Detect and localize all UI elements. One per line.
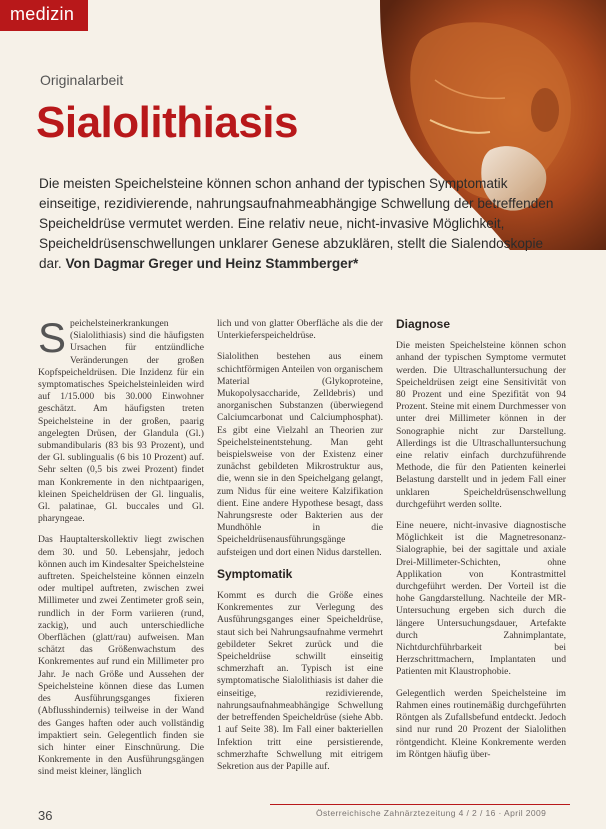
section-heading-diagnose: Diagnose [396, 317, 451, 331]
paragraph: Die meisten Speichelsteine können schon anhand der typischen Symptome vermutet werden. Die Ultraschalluntersuchung der Speicheldrüsen zeigt eine Sensitivität von 80 Prozent und eine Spezifität von 94 Prozent. Steine mit einem Durchmesser von unter drei Millimeter können in der Sonographie nicht zur Darstellung. Allerdings ist die Ultraschalluntersuchung eine relativ einfach durchzuführende Methode, die für den Patienten keinerlei Belastung darstellt und in jedem Fall einer unklaren Speicheldrüsenschwellung durchgeführt werden sollte. [396, 340, 566, 510]
article-type: Originalarbeit [40, 72, 124, 88]
paragraph: Eine neuere, nicht-invasive diagnostische Möglichkeit ist die Magnetresonanz-Sialographie, bei der sagittale und axiale Drei-Millimeter-Schichten, ohne Applikation von Kontrastmittel durchgeführt werden. Der Vorteil ist die hohe Gangdarstellung. Nachteile der MR-Untersuchung ergeben sich durch die längere Untersuchungsdauer, Artefakte durch Zahnimplantate, Nichtdurchführbarkeit bei Herzschrittmachern, Implantaten und Patienten mit Klaustrophobie. [396, 520, 566, 678]
paragraph: Das Hauptalterskollektiv liegt zwischen dem 30. und 50. Lebensjahr, jedoch können auch im Kindesalter Speichelsteine auftreten. Speichelsteine können einzeln oder multipel auftreten, zwischen zwei Millimeter und zwei Zentimeter groß sein, rundlich in der Form variieren (rund, zackig), und auch unterschiedliche Oberflächen (glatt/rau) aufweisen. Man schätzt das Größenwachstum des Konkrementes auf rund ein Millimeter pro Jahr. Je nach Größe und Aussehen der Speichelsteine können diese das Lumen des Ausführungsganges fixieren (Abflusshindernis) teilweise in der Wand des Ganges haften oder auch vollständig impaktiert sein. Gelegentlich finden sie sich hinter einer Einschnürung. Die Konkremente in den Ausführungsgängen sind meist kleiner, länglich [38, 534, 204, 778]
lead-paragraph [39, 174, 559, 274]
paragraph: Kommt es durch die Größe eines Konkrementes zur Verlegung des Ausführungsganges einer Speicheldrüse, staut sich bei Nahrungsaufnahme vermehrt gebildeter Sekret zurück und die Speicheldrüse schwillt einseitig schmerzhaft an. Typisch ist eine symptomatische Sialolithiasis ist daher die einseitige, rezidivierende, nahrungsaufnahmeabhängige Schwellung der betreffenden Speicheldrüse (siehe Abb. 1 auf Seite 38). Im Fall einer bakteriellen Infektion tritt eine persistierende, schmerzhafte Schwellung mit eitrigem Sekretion aus der Papille auf. [217, 590, 383, 772]
section-badge: medizin [0, 0, 88, 31]
paragraph: Sialolithen bestehen aus einem schichtförmigen Anteilen von organischem Material (Glykoproteine, Mukopolysaccharide, Zelldebris) und anorganischen Substanzen (überwiegend Calciumcarbonat und Calciumphosphat). Es gibt eine Vielzahl an Theorien zur Speichelsteinentstehung. Man geht beispielsweise von der Existenz einer zunächst gebildeten Mikrostruktur aus, die, wenn sie in den Speichelgang gelangt, zum Nidus für eine weitere Kalzifikation dient. Eine andere Hypothese besagt, dass Nahrungsreste oder Bakterien aus der Mundhöhle in die Speicheldrüsenausführungsgänge aufsteigen und dort einen Nidus darstellen. [217, 351, 383, 558]
paragraph: Speichelsteinerkrankungen (Sialolithiasis) sind die häufigsten Ursachen für entzündliche Veränderungen der großen Kopfspeicheldrüsen. Die Inzidenz für ein symptomatisches Speichelsteinleiden wird auf 1/15.000 bis 30.000 Einwohner geschätzt. Am häufigsten treten Speichelsteine in der großen, paarig angelegten Drüsen, der Glandula (Gl.) submandibularis (83 bis 93 Prozent), und der Gl. sublingualis (6 bis 10 Prozent) auf. Sehr selten (0,5 bis zwei Prozent) findet man Konkremente in den nichtpaarigen, kleinen Speicheldrüsen der Gl. lingualis, Gl. palatinae, Gl. buccales und Gl. pharyngeae. [38, 314, 204, 525]
journal-footer: Österreichische Zahnärztezeitung 4 / 2 / 16 · April 2009 [316, 808, 547, 818]
paragraph: lich und von glatter Oberfläche als die der Unterkieferspeicheldrüse. [217, 318, 383, 342]
footer-divider [270, 804, 570, 805]
column-2 [217, 318, 383, 782]
paragraph: Gelegentlich werden Speichelsteine im Rahmen eines routinemäßig durchgeführten Röntgen als Zufallsbefund entdeckt. Jedoch sind nur rund 20 Prozent der Sialolithen röntgendicht. Kleine Konkremente werden im Röntgen häufig über- [396, 687, 566, 760]
drop-cap: S [38, 314, 67, 361]
page-number: 36 [38, 808, 53, 823]
column-3 [396, 318, 566, 770]
page-title: Sialolithiasis [36, 98, 298, 147]
lead-text: Die meisten Speichelsteine können schon anhand der typischen Symptomatik einseitige, rezidivierende, nahrungsaufnahmeabhängige Schwellung der betreffenden Speicheldrüse vermutet werden. Eine relativ neue, nicht-invasive Möglichkeit, Speicheldrüsenschwellungen unklarer Genese abzuklären, stellt die Sialendoskopie dar. [39, 176, 554, 271]
authors: Von Dagmar Greger und Heinz Stammberger* [65, 256, 359, 271]
column-1 [38, 314, 204, 788]
section-heading-symptomatik: Symptomatik [217, 566, 293, 581]
